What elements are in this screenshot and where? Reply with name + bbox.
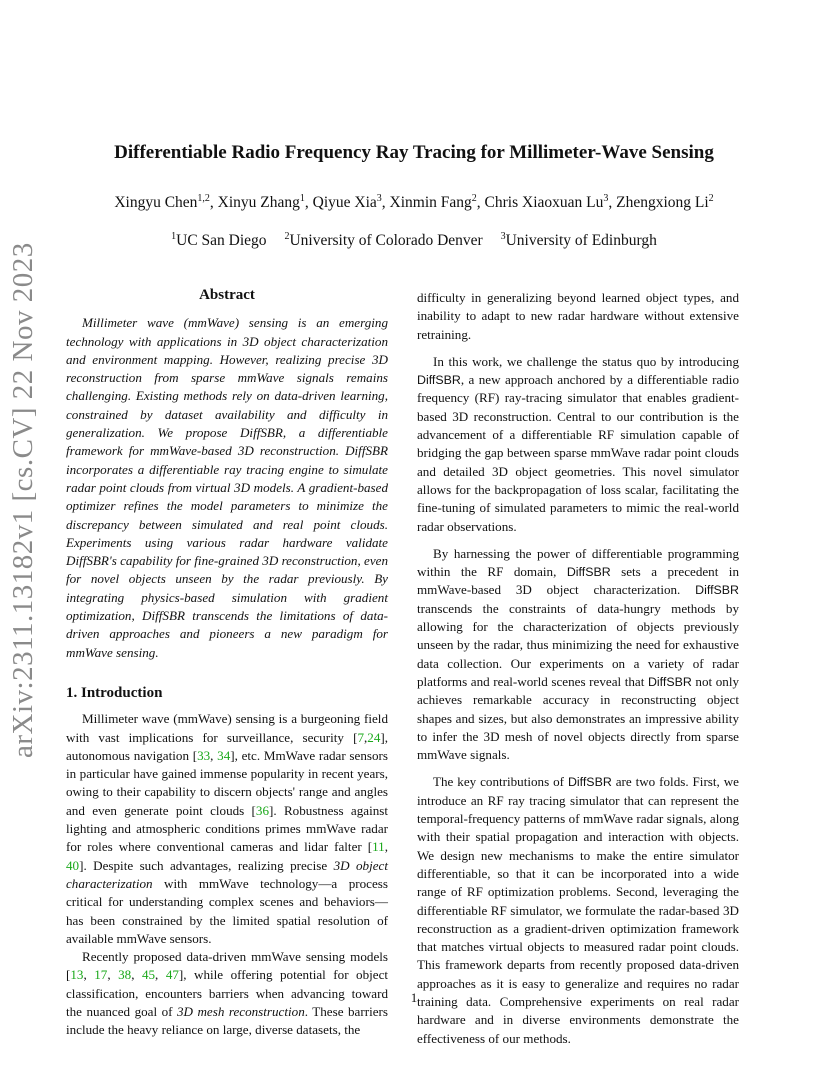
author-affiliation-mark: 1,2: [197, 192, 210, 204]
citation-link[interactable]: 40: [66, 857, 80, 873]
citation-link[interactable]: 11: [372, 839, 385, 855]
author-name: Zhengxiong Li: [616, 194, 709, 211]
author-name: Xingyu Chen: [114, 194, 198, 211]
right-column: [417, 289, 739, 1048]
contribution-paragraph: In this work, we challenge the status quo by introducing DiffSBR, a new approach anchored by a differentiable radio frequency (RF) ray-tracing simulator that enables gradient-based 3D reconstruction. Central to our contribution is the advancement of a differentiable RF simulation capable of bridging the gap between sparse mmWave radar point clouds and detailed 3D object geometries. This novel simulator allows for the backpropagation of loss scalar, facilitating the fine-tuning of simulated parameters to mimic the real-world radar observations.: [417, 353, 739, 534]
affiliation-name: University of Colorado Denver: [289, 232, 483, 249]
author-affiliation-mark: 1: [299, 192, 305, 204]
citation-link[interactable]: 38: [118, 967, 132, 983]
emphasized-term: 3D object characterization: [66, 857, 388, 891]
introduction-heading: 1. Introduction: [66, 684, 163, 701]
emphasized-term: 3D mesh reconstruction: [176, 1003, 305, 1019]
affiliation: [501, 232, 657, 249]
citation-link[interactable]: 7: [357, 729, 364, 745]
affiliation-mark: 3: [500, 230, 506, 242]
system-name: DiffSBR: [566, 565, 611, 580]
affiliation-mark: 2: [284, 230, 290, 242]
author-name: Xinyu Zhang: [217, 194, 300, 211]
continued-paragraph: difficulty in generalizing beyond learned object types, and inability to adapt to new radar hardware without extensive retraining.: [417, 290, 739, 342]
affiliation: [284, 232, 482, 249]
key-contributions-paragraph: The key contributions of DiffSBR are two folds. First, we introduce an RF ray tracing simulator that can represent the temporal-frequency patterns of mmWave radar signals, along with their spatial propagation and interaction with objects. We design new mechanisms to make the entire simulator differentiable, so that it can be incorporated into a wide range of RF optimization problems. Second, leveraging the differentiable RF simulator, we formulate the radar-based 3D reconstruction as a gradient-driven optimization framework that matches virtual objects to measured radar point clouds. This framework departs from recently proposed data-driven approaches as it is easy to generalize and requires no radar training data. Comprehensive experiments on real radar hardware and in diverse environments demonstrate the effectiveness of our methods.: [417, 774, 739, 1046]
intro-paragraph-2: Recently proposed data-driven mmWave sensing models [13, 17, 38, 45, 47], while offering potential for object classification, encounters barriers when advancing toward the nuanced goal of 3D mesh reconstruction. These barriers include the heavy reliance on large, diverse datasets, the: [66, 949, 389, 1038]
author-affiliation-mark: 2: [708, 192, 714, 204]
abstract-text: Millimeter wave (mmWave) sensing is an emerging technology with applications in 3D object characterization and environment mapping. However, realizing precise 3D reconstruction from sparse mmWave signals remains challenging. Existing methods rely on data-driven learning, constrained by dataset availability and difficulty in generalization. We propose DiffSBR, a differentiable framework for mmWave-based 3D reconstruction. DiffSBR incorporates a differentiable ray tracing engine to simulate radar point clouds from virtual 3D models. A gradient-based optimizer refines the model parameters to minimize the discrepancy between simulated and real point clouds. Experiments using various radar hardware validate DiffSBR's capability for fine-grained 3D reconstruction, even for novel objects unseen by the radar previously. By integrating physics-based simulation with gradient optimization, DiffSBR transcends the limitations of data-driven approaches and pioneers a new paradigm for mmWave sensing.: [66, 315, 388, 660]
author-affiliation-mark: 3: [603, 192, 609, 204]
author-name: Chris Xiaoxuan Lu: [484, 194, 604, 211]
system-name: DiffSBR: [567, 775, 612, 790]
affiliation-mark: 1: [171, 230, 177, 242]
paper-title: Differentiable Radio Frequency Ray Tracing for Millimeter-Wave Sensing: [114, 142, 714, 163]
citation-link[interactable]: 17: [94, 967, 108, 983]
affiliation-name: UC San Diego: [176, 232, 267, 249]
page-number: 1: [410, 990, 418, 1005]
citation-link[interactable]: 13: [70, 967, 84, 983]
affiliation-name: University of Edinburgh: [505, 232, 657, 249]
left-column: [66, 286, 388, 1040]
citation-link[interactable]: 24: [367, 729, 381, 745]
author-name: Qiyue Xia: [312, 194, 377, 211]
author-affiliation-mark: 2: [471, 192, 477, 204]
author-affiliation-mark: 3: [376, 192, 382, 204]
arxiv-identifier: arXiv:2311.13182v1 [cs.CV] 22 Nov 2023: [7, 242, 39, 758]
citation-link[interactable]: 33: [197, 747, 211, 763]
author-list: Xingyu Chen$^{1,2}$, Xinyu Zhang$^1$, Qiyue Xia$^3$, Xinmin Fang$^2$, Chris Xiaoxuan Lu$^3$, Zhengxiong Li$^2$: [114, 192, 714, 211]
system-name: DiffSBR: [647, 674, 692, 689]
intro-paragraph-1: Millimeter wave (mmWave) sensing is a burgeoning field with vast implications for surveillance, security [7,24], autonomous navigation [33, 34], etc. MmWave radar sensors in particular have gained immense popularity in recent years, owing to their capability to discern objects' range and angles and even generate point clouds [36]. Robustness against lighting and atmospheric conditions primes mmWave radar for roles where conventional cameras and lidar falter [11, 40]. Despite such advantages, realizing precise 3D object characterization with mmWave technology—a process critical for understanding complex scenes and behaviors—has been constrained by the limited spatial resolution of available mmWave sensors.: [66, 711, 388, 946]
affiliation-list: [0, 232, 828, 250]
affiliation: [171, 232, 266, 249]
differentiable-programming-paragraph: By harnessing the power of differentiable programming within the RF domain, DiffSBR sets a precedent in mmWave-based 3D object characterization. DiffSBR transcends the constraints of data-hungry methods by allowing for the characterization of objects previously unseen by the radar, thus minimizing the need for exhaustive data collection. Our experiments on a variety of radar platforms and real-world scenes reveal that DiffSBR not only achieves remarkable accuracy in reconstructing object shapes and sizes, but also demonstrates an impressive ability to infer the 3D mesh of novel objects directly from sparse mmWave signals.: [417, 545, 740, 763]
citation-link[interactable]: 45: [141, 967, 156, 983]
system-name: DiffSBR: [695, 583, 739, 598]
system-name: DiffSBR: [417, 373, 461, 388]
author-name: Xinmin Fang: [389, 194, 472, 211]
citation-link[interactable]: 36: [255, 802, 270, 818]
citation-link[interactable]: 34: [217, 747, 231, 763]
abstract-heading: Abstract: [199, 287, 255, 303]
citation-link[interactable]: 47: [165, 967, 179, 983]
